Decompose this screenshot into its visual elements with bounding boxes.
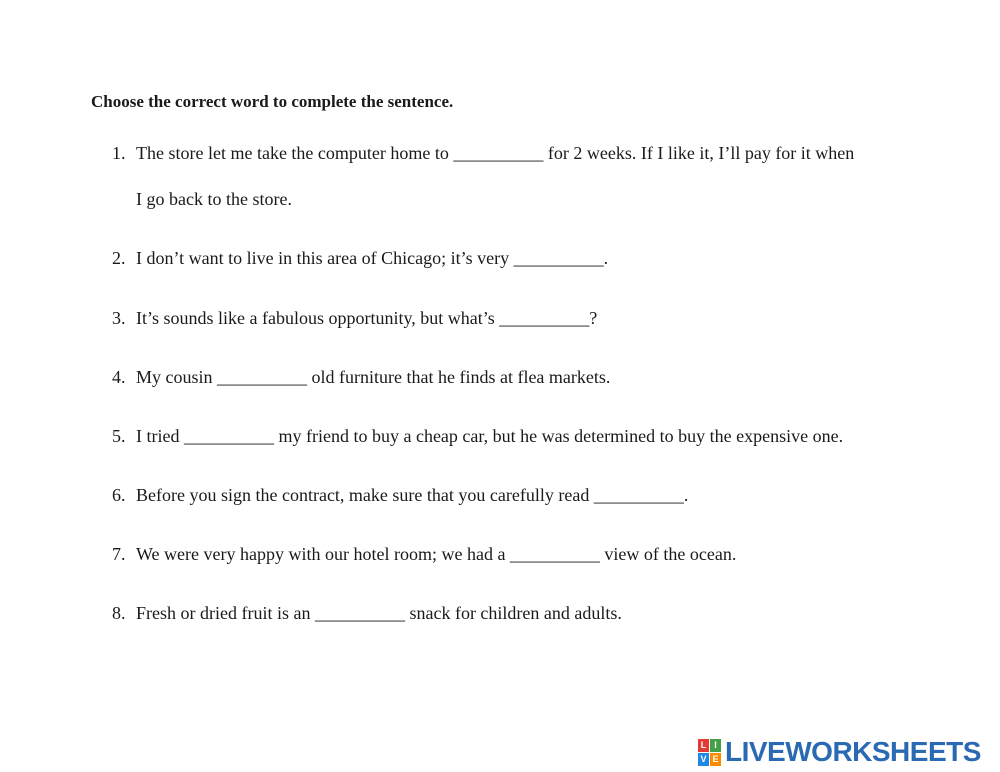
logo-letter: V	[698, 753, 709, 766]
question-text: We were very happy with our hotel room; we had a __________ view of the ocean.	[136, 544, 737, 564]
question-number: 4.	[112, 367, 126, 387]
question-text: Before you sign the contract, make sure that you carefully read __________.	[136, 485, 689, 505]
logo-wordmark: LIVEWORKSHEETS	[725, 736, 981, 767]
question-number: 8.	[112, 603, 126, 623]
question-number: 7.	[112, 544, 126, 564]
question-text-continuation: I go back to the store.	[136, 189, 292, 209]
question-text: I tried __________ my friend to buy a cheap car, but he was determined to buy the expensive one.	[136, 426, 844, 446]
logo-letter: E	[710, 753, 721, 766]
question-number: 3.	[112, 308, 126, 328]
question-text: My cousin __________ old furniture that he finds at flea markets.	[136, 367, 611, 387]
logo-letter: I	[710, 739, 721, 752]
question-text: The store let me take the computer home to __________ for 2 weeks. If I like it, I’ll pay for it when	[136, 143, 855, 163]
question-number: 6.	[112, 485, 126, 505]
question-text: It’s sounds like a fabulous opportunity, but what’s __________?	[136, 308, 598, 328]
question-number: 5.	[112, 426, 126, 446]
question-number: 2.	[112, 248, 126, 268]
instruction-heading: Choose the correct word to complete the sentence.	[91, 92, 454, 111]
logo-letter: L	[698, 739, 709, 752]
logo-icon	[698, 739, 721, 766]
question-text: I don’t want to live in this area of Chicago; it’s very __________.	[136, 248, 609, 268]
question-number: 1.	[112, 143, 126, 163]
liveworksheets-logo	[698, 738, 981, 766]
question-text: Fresh or dried fruit is an __________ snack for children and adults.	[136, 603, 622, 623]
